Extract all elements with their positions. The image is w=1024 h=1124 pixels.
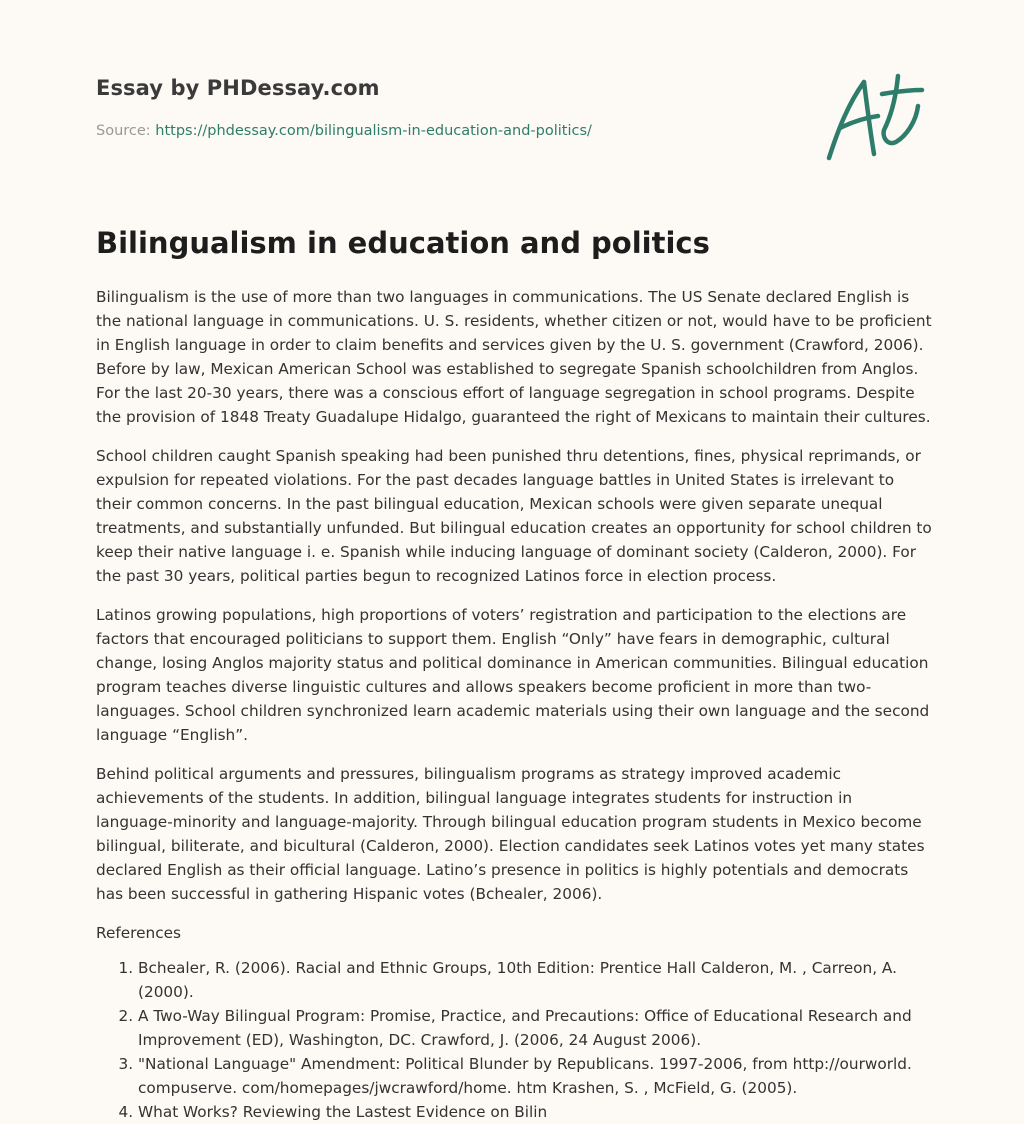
reference-item: 3. "National Language" Amendment: Political Blunder by Republicans. 1997-2006, from http://ourworld. compuserve. com/homepages/jwcrawford/home. htm Krashen, S. , McField, G. (2005).	[138, 1052, 932, 1100]
references-list	[96, 956, 932, 1124]
body-paragraph: Behind political arguments and pressures, bilingualism programs as strategy improved academic achievements of the students. In addition, bilingual language integrates students for instruction in language-minority and language-majority. Through bilingual education program students in Mexico become bilingual, biliterate, and bicultural (Calderon, 2000). Election candidates seek Latinos votes yet many states declared English as their official language. Latino’s presence in politics is highly potentials and democrats has been successful in gathering Hispanic votes (Bchealer, 2006).	[96, 765, 925, 903]
references-heading: References	[96, 924, 181, 942]
source-link[interactable]: https://phdessay.com/bilingualism-in-education-and-politics/	[155, 123, 592, 139]
reference-item: 1. Bchealer, R. (2006). Racial and Ethnic Groups, 10th Edition: Prentice Hall Calderon, M. , Carreon, A. (2000).	[138, 956, 932, 1004]
essay-body	[96, 285, 932, 1124]
body-paragraph: School children caught Spanish speaking had been punished thru detentions, fines, physical reprimands, or expulsion for repeated violations. For the past decades language battles in United States is irrelevant to their common concerns. In the past bilingual education, Mexican schools were given separate unequal treatments, and substantially unfunded. But bilingual education creates an opportunity for school children to keep their native language i. e. Spanish while inducing language of dominant society (Calderon, 2000). For the past 30 years, political parties begun to recognized Latinos force in election process.	[96, 447, 932, 585]
source-line	[96, 123, 592, 139]
a-plus-logo-icon	[826, 68, 926, 164]
essay-title: Bilingualism in education and politics	[96, 226, 710, 260]
site-brand: Essay by PHDessay.com	[96, 76, 380, 100]
reference-item: 4. What Works? Reviewing the Lastest Evidence on Bilin	[138, 1100, 932, 1124]
essay-page	[96, 0, 932, 1121]
source-label: Source:	[96, 123, 151, 139]
reference-item: 2. A Two-Way Bilingual Program: Promise, Practice, and Precautions: Office of Educational Research and Improvement (ED), Washington, DC. Crawford, J. (2006, 24 August 2006).	[138, 1004, 932, 1052]
body-paragraph: Bilingualism is the use of more than two languages in communications. The US Senate declared English is the national language in communications. U. S. residents, whether citizen or not, would have to be proficient in English language in order to claim benefits and services given by the U. S. government (Crawford, 2006). Before by law, Mexican American School was established to segregate Spanish schoolchildren from Anglos. For the last 20-30 years, there was a conscious effort of language segregation in school programs. Despite the provision of 1848 Treaty Guadalupe Hidalgo, guaranteed the right of Mexicans to maintain their cultures.	[96, 288, 932, 426]
body-paragraph: Latinos growing populations, high proportions of voters’ registration and participation to the elections are factors that encouraged politicians to support them. English “Only” have fears in demographic, cultural change, losing Anglos majority status and political dominance in American communities. Bilingual education program teaches diverse linguistic cultures and allows speakers become proficient in more than two-languages. School children synchronized learn academic materials using their own language and the second language “English”.	[96, 606, 930, 744]
